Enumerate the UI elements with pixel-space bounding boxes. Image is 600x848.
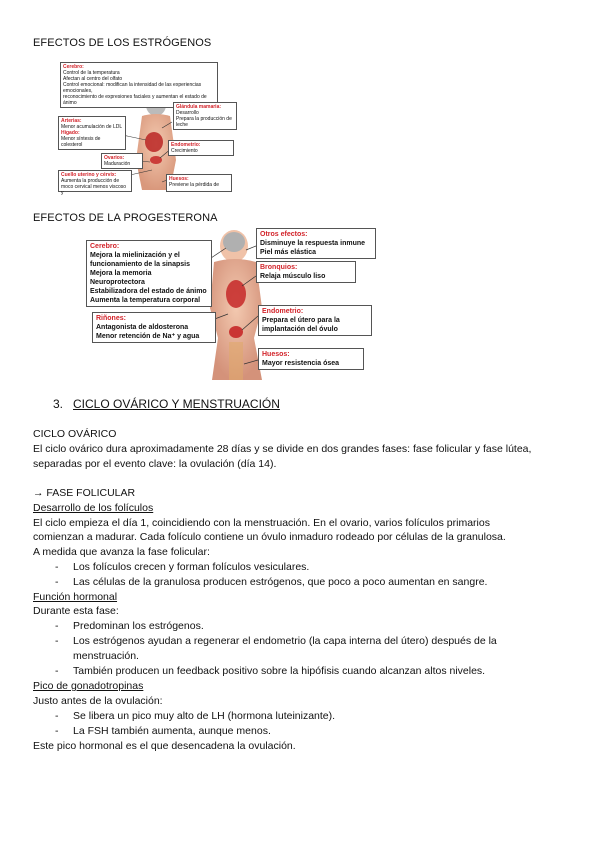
estrogenos-figure	[58, 60, 238, 196]
est-glandula-line: leche	[176, 122, 188, 128]
progesterona-figure	[86, 228, 374, 380]
est-cerebro-line: reconocimiento de expresiones faciales y aumentan el estado de ánimo	[63, 94, 207, 106]
bullet-text: Las células de la granulosa producen estrógenos, que poco a poco aumentan en sangre.	[73, 576, 488, 588]
desarrollo-heading: Desarrollo de los folículos	[33, 502, 154, 514]
est-glandula-title: Glándula mamaria:	[176, 104, 222, 110]
bullet-dash: -	[55, 561, 59, 573]
est-cuello-title: Cuello uterino y cérvix:	[61, 172, 117, 178]
bullet-text-cont: menstruación.	[73, 650, 139, 662]
est-ovarios-title: Ovarios:	[104, 155, 125, 161]
prog-endometrio-line: Prepara el útero para la	[262, 317, 340, 324]
prog-huesos-title: Huesos:	[262, 351, 290, 358]
bullet-text: Se libera un pico muy alto de LH (hormona luteinizante).	[73, 710, 336, 722]
est-huesos-line: Previene la pérdida de	[169, 182, 220, 188]
est-cerebro-line: Control de la temperatura	[63, 70, 120, 76]
bullet-dash: -	[55, 576, 59, 588]
est-higado-title: Hígado:	[61, 130, 80, 136]
est-arterias-title: Arterias:	[61, 118, 82, 124]
prog-cerebro-line: Mejora la mielinización y el	[90, 252, 180, 259]
ciclo-heading: CICLO OVÁRICO	[33, 428, 117, 440]
est-endometrio-title: Endometrio:	[171, 142, 201, 148]
est-cuello-line: moco cervical menos viscoso y	[61, 184, 127, 196]
progesterona-heading: EFECTOS DE LA PROGESTERONA	[33, 212, 218, 224]
bullet-text: También producen un feedback positivo sobre la hipófisis cuando alcanzan altos niveles.	[73, 665, 486, 677]
ciclo-paragraph-1: El ciclo ovárico dura aproximadamente 28 días y se divide en dos grandes fases: fase folicular y fase lútea,	[33, 443, 532, 455]
desarrollo-line-1: El ciclo empieza el día 1, coincidiendo con la menstruación. En el ovario, varios folículos primarios	[33, 517, 490, 529]
prog-cerebro-line: Aumenta la temperatura corporal	[90, 297, 201, 304]
prog-cerebro-line: funcionamiento de la sinapsis	[90, 261, 190, 268]
prog-otros-line: Disminuye la respuesta inmune	[260, 240, 366, 247]
prog-cerebro-line: Estabilizadora del estado de ánimo	[90, 288, 207, 295]
funcion-heading: Función hormonal	[33, 591, 118, 603]
pico-heading: Pico de gonadotropinas	[33, 680, 144, 692]
est-glandula-line: Prepara la producción de	[176, 116, 232, 122]
bullet-dash: -	[55, 620, 59, 632]
bullet-text: La FSH también aumenta, aunque menos.	[73, 725, 271, 737]
prog-otros-title: Otros efectos:	[260, 231, 308, 238]
prog-cerebro-line: Mejora la memoria	[90, 270, 152, 277]
prog-rinones-line: Antagonista de aldosterona	[96, 324, 189, 331]
est-cerebro-title: Cerebro:	[63, 64, 84, 70]
prog-rinones-line: Menor retención de Na⁺ y agua	[96, 333, 200, 340]
prog-bronquios-line: Relaja músculo liso	[260, 273, 326, 280]
estrogenos-heading: EFECTOS DE LOS ESTRÓGENOS	[33, 37, 212, 49]
fase-heading: → FASE FOLICULAR	[33, 487, 136, 499]
prog-bronquios-title: Bronquios:	[260, 264, 298, 271]
ciclo-paragraph-2: separadas por el evento clave: la ovulación (día 14).	[33, 458, 277, 470]
est-arterias-line: Menor acumulación de LDL	[61, 124, 123, 130]
est-glandula-line: Desarrollo	[176, 110, 199, 116]
prog-endometrio-line: implantación del óvulo	[262, 326, 338, 333]
bullet-dash: -	[55, 665, 59, 677]
desarrollo-line-2: comienzan a madurar. Cada folículo contiene un óvulo inmaduro rodeado por células de la granulosa.	[33, 531, 506, 543]
prog-huesos-line: Mayor resistencia ósea	[262, 360, 340, 367]
bullet-dash: -	[55, 725, 59, 737]
est-endometrio-line: Crecimiento	[171, 148, 198, 154]
prog-cerebro-title: Cerebro:	[90, 243, 120, 250]
bullet-dash: -	[55, 710, 59, 722]
est-huesos-title: Huesos:	[169, 176, 189, 182]
desarrollo-line-3: A medida que avanza la fase folicular:	[33, 546, 210, 558]
bullet-text: Los estrógenos ayudan a regenerar el endometrio (la capa interna del útero) después de la	[73, 635, 497, 647]
funcion-intro: Durante esta fase:	[33, 605, 119, 617]
bullet-text: Predominan los estrógenos.	[73, 620, 204, 632]
prog-rinones-title: Riñones:	[96, 315, 126, 322]
est-cerebro-line: Control emocional: modifican la intensidad de las experiencias emocionales,	[63, 82, 202, 94]
est-higado-line: Menor síntesis de colesterol	[61, 136, 101, 148]
est-ovarios-line: Maduración	[104, 161, 131, 167]
prog-cerebro-line: Neuroprotectora	[90, 279, 145, 286]
bullet-dash: -	[55, 635, 59, 647]
section-title: CICLO OVÁRICO Y MENSTRUACIÓN	[73, 397, 280, 411]
pico-conclusion: Este pico hormonal es el que desencadena la ovulación.	[33, 740, 296, 752]
bullet-text: Los folículos crecen y forman folículos vesiculares.	[73, 561, 310, 573]
section-number: 3.	[53, 397, 64, 411]
prog-endometrio-title: Endometrio:	[262, 308, 304, 315]
prog-otros-line: Piel más elástica	[260, 249, 317, 256]
est-cerebro-line: Afectan al centro del olfato	[63, 76, 123, 82]
pico-intro: Justo antes de la ovulación:	[33, 695, 163, 707]
est-cuello-line: Aumenta la producción de	[61, 178, 120, 184]
